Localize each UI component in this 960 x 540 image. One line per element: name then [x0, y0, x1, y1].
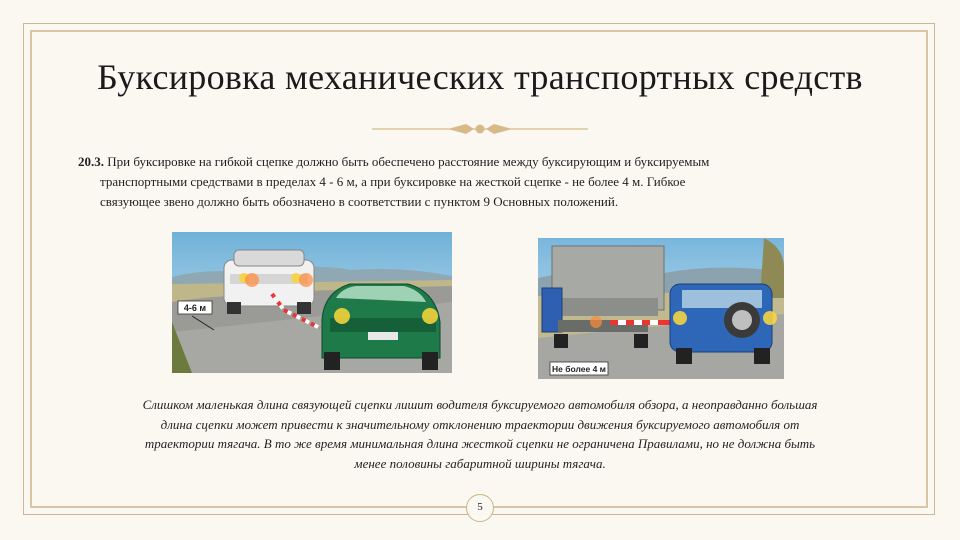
- rule-paragraph: [78, 152, 888, 212]
- rule-text-line-3: связующее звено должно быть обозначено в соответствии с пунктом 9 Основных положений.: [100, 194, 619, 209]
- flexible-tow-illustration: [172, 232, 452, 373]
- caption-paragraph: [40, 395, 920, 473]
- flexible-tow-distance-label: 4-6 м: [183, 303, 207, 313]
- title-divider-ornament: [370, 120, 590, 138]
- rigid-tow-distance-label: Не более 4 м: [552, 364, 606, 374]
- rigid-tow-illustration: [538, 238, 784, 379]
- rule-text-line-1: При буксировке на гибкой сцепке должно быть обеспечено расстояние между буксирующим и буксируемым: [104, 154, 710, 169]
- rule-text-line-2: транспортными средствами в пределах 4 - 6 м, а при буксировке на жесткой сцепке - не более 4 м. Гибкое: [100, 174, 686, 189]
- caption-line-3: траектории тягача. В то же время минимальная длина жесткой сцепки не ограничена Правилами, но не должна быть: [144, 436, 816, 451]
- slide-page-number: 5: [466, 494, 494, 522]
- caption-line-1: Слишком маленькая длина связующей сцепки лишит водителя буксируемого автомобиля обзора, а неоправданно большая: [142, 397, 818, 412]
- caption-line-2: длина сцепки может привести к значительному отклонению траектории движения буксируемого автомобиля от: [160, 416, 800, 432]
- rule-number: 20.3.: [78, 154, 104, 169]
- slide-title: Буксировка механических транспортных средств: [97, 57, 863, 97]
- caption-line-4: менее половины габаритной ширины тягача.: [354, 455, 606, 471]
